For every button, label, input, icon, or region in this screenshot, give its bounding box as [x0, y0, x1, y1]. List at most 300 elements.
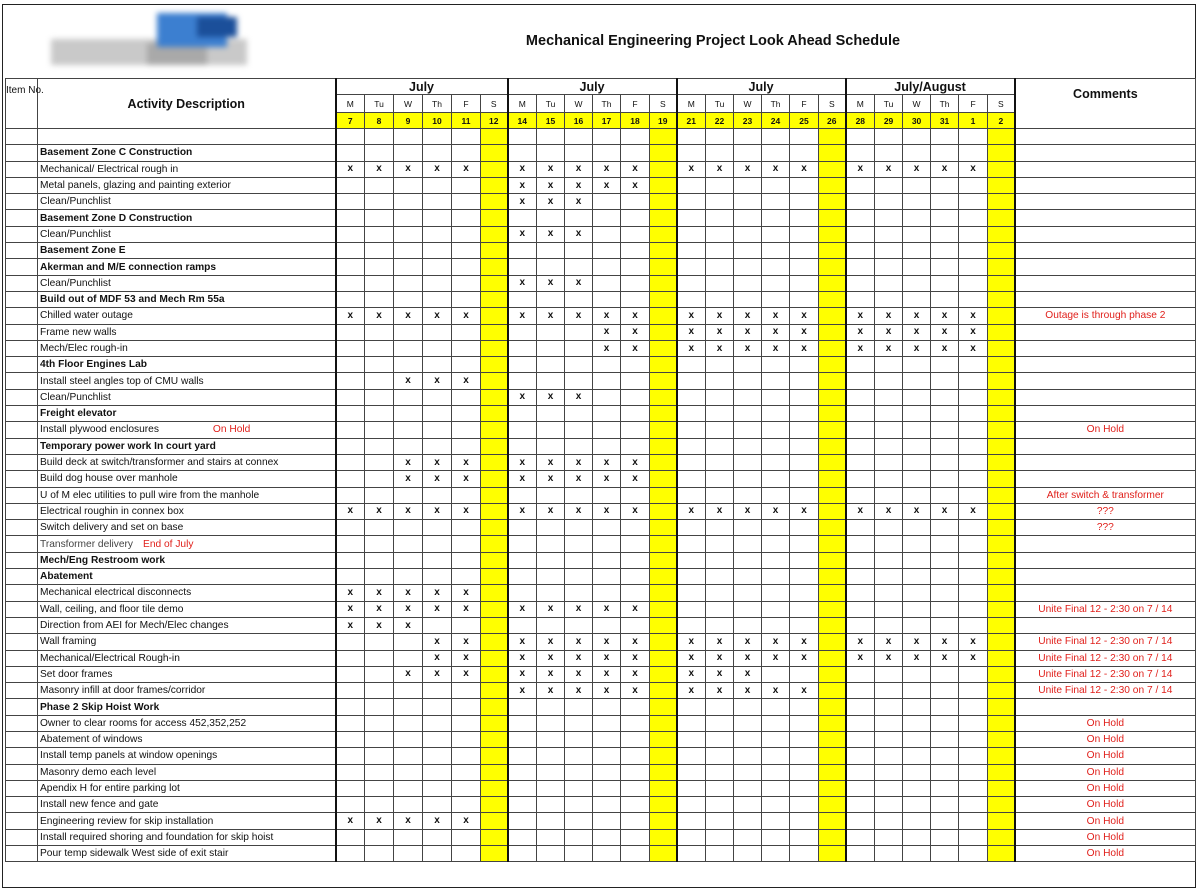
day-cell: [762, 389, 790, 405]
day-cell: [452, 536, 481, 552]
day-cell: [621, 389, 650, 405]
day-cell: x: [423, 650, 452, 666]
saturday-cell: [819, 454, 846, 470]
day-cell: [931, 471, 959, 487]
table-row: [6, 601, 1196, 617]
day-cell: x: [508, 471, 537, 487]
day-cell: [365, 454, 394, 470]
day-cell: [452, 243, 481, 259]
saturday-cell: [650, 601, 677, 617]
day-cell: [452, 715, 481, 731]
day-cell: x: [537, 275, 565, 291]
day-cell: [365, 389, 394, 405]
day-cell: [677, 536, 706, 552]
saturday-cell: [481, 454, 508, 470]
day-cell: [423, 340, 452, 356]
table-row: [6, 194, 1196, 210]
day-cell: [762, 731, 790, 747]
day-cell: [903, 243, 931, 259]
day-cell: [706, 487, 734, 503]
day-cell: [734, 259, 762, 275]
day-cell: [875, 683, 903, 699]
comment-cell: [1015, 585, 1196, 601]
day-cell: x: [903, 634, 931, 650]
table-row: [6, 846, 1196, 862]
day-cell: [423, 357, 452, 373]
activity-text: Install new fence and gate: [40, 799, 159, 811]
saturday-cell: [481, 650, 508, 666]
activity-text: Basement Zone E: [40, 245, 126, 257]
day-cell: x: [875, 161, 903, 177]
day-cell: [931, 748, 959, 764]
item-no-cell: [6, 487, 38, 503]
day-cell: [903, 813, 931, 829]
comment-cell: [1015, 210, 1196, 226]
day-cell: x: [365, 813, 394, 829]
day-header: W: [903, 95, 931, 113]
day-cell: [959, 145, 988, 161]
day-cell: x: [593, 308, 621, 324]
activity-cell: [38, 161, 336, 177]
day-cell: [875, 357, 903, 373]
day-cell: [734, 406, 762, 422]
day-cell: [423, 552, 452, 568]
day-cell: x: [790, 308, 819, 324]
day-cell: [677, 764, 706, 780]
day-cell: [621, 406, 650, 422]
day-cell: [846, 683, 875, 699]
saturday-cell: [988, 357, 1015, 373]
saturday-cell: [988, 666, 1015, 682]
day-cell: [846, 846, 875, 862]
day-cell: [537, 145, 565, 161]
day-cell: [336, 373, 365, 389]
day-cell: [790, 846, 819, 862]
day-cell: [537, 373, 565, 389]
date-header: 19: [650, 113, 677, 129]
comment-cell: [1015, 406, 1196, 422]
table-row: [6, 715, 1196, 731]
day-cell: [762, 813, 790, 829]
comment-cell: Unite Final 12 - 2:30 on 7 / 14: [1015, 634, 1196, 650]
day-cell: [593, 406, 621, 422]
day-cell: [565, 715, 593, 731]
day-cell: [903, 617, 931, 633]
saturday-cell: [988, 340, 1015, 356]
day-header: M: [677, 95, 706, 113]
day-cell: x: [790, 634, 819, 650]
day-cell: [762, 373, 790, 389]
day-cell: [875, 145, 903, 161]
saturday-cell: [819, 422, 846, 438]
saturday-cell: [819, 569, 846, 585]
day-cell: [790, 699, 819, 715]
day-cell: [621, 585, 650, 601]
day-cell: [706, 585, 734, 601]
day-cell: [365, 275, 394, 291]
day-cell: [394, 699, 423, 715]
comment-cell: Unite Final 12 - 2:30 on 7 / 14: [1015, 683, 1196, 699]
day-cell: x: [846, 634, 875, 650]
day-cell: [931, 259, 959, 275]
saturday-cell: [988, 210, 1015, 226]
day-cell: [762, 829, 790, 845]
day-cell: [452, 340, 481, 356]
day-cell: [508, 617, 537, 633]
company-logo-blurred: [47, 11, 247, 77]
date-header: 2: [988, 113, 1015, 129]
saturday-cell: [988, 585, 1015, 601]
saturday-cell: [988, 764, 1015, 780]
day-cell: [875, 259, 903, 275]
day-cell: [508, 846, 537, 862]
day-cell: [846, 715, 875, 731]
saturday-cell: [988, 650, 1015, 666]
day-cell: [875, 373, 903, 389]
saturday-cell: [819, 764, 846, 780]
day-cell: [846, 569, 875, 585]
day-cell: [931, 683, 959, 699]
day-cell: [734, 487, 762, 503]
day-cell: [931, 699, 959, 715]
day-cell: [790, 569, 819, 585]
day-cell: x: [565, 161, 593, 177]
day-cell: [959, 275, 988, 291]
day-cell: [875, 438, 903, 454]
day-cell: [790, 552, 819, 568]
comment-cell: [1015, 373, 1196, 389]
day-cell: [790, 210, 819, 226]
day-cell: [959, 438, 988, 454]
day-header: W: [734, 95, 762, 113]
day-cell: [931, 275, 959, 291]
day-cell: [365, 520, 394, 536]
comment-cell: [1015, 438, 1196, 454]
saturday-cell: [988, 177, 1015, 193]
day-cell: [903, 666, 931, 682]
day-cell: [734, 846, 762, 862]
day-cell: [336, 324, 365, 340]
saturday-cell: [819, 536, 846, 552]
day-cell: [959, 471, 988, 487]
day-cell: x: [593, 650, 621, 666]
day-cell: [336, 520, 365, 536]
day-cell: [423, 259, 452, 275]
activity-cell: [38, 520, 336, 536]
day-cell: [621, 145, 650, 161]
day-cell: [394, 210, 423, 226]
day-cell: x: [508, 650, 537, 666]
day-cell: [903, 829, 931, 845]
day-cell: x: [762, 683, 790, 699]
day-cell: [875, 764, 903, 780]
day-cell: [959, 226, 988, 242]
day-cell: [959, 406, 988, 422]
day-cell: [706, 601, 734, 617]
day-cell: [452, 357, 481, 373]
day-cell: [593, 829, 621, 845]
day-cell: [336, 797, 365, 813]
day-cell: [593, 194, 621, 210]
day-cell: [931, 585, 959, 601]
day-cell: x: [423, 503, 452, 519]
day-cell: x: [621, 324, 650, 340]
day-cell: [365, 780, 394, 796]
table-row: [6, 487, 1196, 503]
day-cell: [593, 748, 621, 764]
table-row: [6, 243, 1196, 259]
item-no-cell: [6, 536, 38, 552]
saturday-cell: [819, 748, 846, 764]
day-cell: x: [537, 650, 565, 666]
day-cell: [903, 487, 931, 503]
day-cell: [452, 731, 481, 747]
saturday-cell: [481, 438, 508, 454]
day-cell: [593, 764, 621, 780]
item-no-cell: [6, 145, 38, 161]
activity-header: Activity Description: [38, 79, 336, 129]
item-no-cell: [6, 129, 38, 145]
day-cell: [790, 471, 819, 487]
day-cell: [452, 829, 481, 845]
day-cell: [336, 438, 365, 454]
item-no-cell: [6, 308, 38, 324]
day-cell: [846, 731, 875, 747]
day-cell: x: [846, 161, 875, 177]
day-cell: x: [593, 340, 621, 356]
day-cell: [846, 585, 875, 601]
day-cell: x: [537, 601, 565, 617]
day-cell: [677, 585, 706, 601]
saturday-cell: [650, 569, 677, 585]
day-cell: [762, 471, 790, 487]
comment-cell: [1015, 324, 1196, 340]
saturday-cell: [819, 340, 846, 356]
day-cell: x: [394, 585, 423, 601]
saturday-cell: [650, 357, 677, 373]
day-cell: x: [593, 177, 621, 193]
day-cell: x: [846, 308, 875, 324]
day-cell: x: [452, 634, 481, 650]
day-cell: x: [508, 503, 537, 519]
day-cell: [565, 731, 593, 747]
day-cell: [593, 438, 621, 454]
day-cell: [593, 846, 621, 862]
day-cell: x: [593, 601, 621, 617]
day-cell: [959, 373, 988, 389]
day-cell: [365, 715, 394, 731]
day-cell: [621, 357, 650, 373]
day-cell: [959, 422, 988, 438]
day-cell: [903, 797, 931, 813]
saturday-cell: [481, 340, 508, 356]
comment-cell: Unite Final 12 - 2:30 on 7 / 14: [1015, 650, 1196, 666]
day-cell: x: [734, 308, 762, 324]
date-header: 29: [875, 113, 903, 129]
day-cell: [959, 210, 988, 226]
day-cell: [762, 438, 790, 454]
day-cell: [508, 259, 537, 275]
day-cell: [336, 129, 365, 145]
day-cell: x: [565, 275, 593, 291]
day-cell: [734, 129, 762, 145]
item-no-cell: [6, 340, 38, 356]
day-cell: x: [762, 340, 790, 356]
day-cell: x: [706, 340, 734, 356]
saturday-cell: [650, 373, 677, 389]
day-header: Th: [762, 95, 790, 113]
activity-text: Chilled water outage: [40, 310, 133, 322]
day-cell: [621, 275, 650, 291]
saturday-cell: [481, 731, 508, 747]
day-cell: [508, 373, 537, 389]
day-cell: [875, 748, 903, 764]
day-cell: [959, 536, 988, 552]
day-cell: [336, 764, 365, 780]
day-cell: x: [762, 634, 790, 650]
day-cell: [875, 406, 903, 422]
comment-cell: On Hold: [1015, 748, 1196, 764]
item-no-cell: [6, 259, 38, 275]
day-cell: x: [677, 666, 706, 682]
day-cell: [593, 715, 621, 731]
comment-cell: [1015, 389, 1196, 405]
activity-cell: [38, 454, 336, 470]
day-cell: [903, 520, 931, 536]
day-cell: x: [394, 601, 423, 617]
day-cell: [423, 487, 452, 503]
activity-text: Mechanical/Electrical Rough-in: [40, 652, 180, 664]
item-no-cell: [6, 324, 38, 340]
day-cell: [959, 259, 988, 275]
saturday-cell: [650, 291, 677, 307]
section-heading: [38, 552, 336, 568]
day-cell: [537, 797, 565, 813]
day-cell: x: [846, 650, 875, 666]
day-cell: [423, 389, 452, 405]
day-cell: [365, 406, 394, 422]
day-cell: x: [734, 340, 762, 356]
day-cell: [452, 275, 481, 291]
day-cell: [537, 357, 565, 373]
day-cell: [790, 454, 819, 470]
day-cell: x: [593, 161, 621, 177]
day-cell: x: [537, 389, 565, 405]
item-no-cell: [6, 617, 38, 633]
day-cell: [734, 780, 762, 796]
day-cell: [621, 520, 650, 536]
day-cell: [423, 438, 452, 454]
day-cell: [677, 601, 706, 617]
day-cell: [508, 780, 537, 796]
week-header: July: [508, 79, 677, 95]
day-cell: [762, 454, 790, 470]
day-cell: [903, 406, 931, 422]
day-cell: [423, 715, 452, 731]
day-cell: [508, 422, 537, 438]
item-no-cell: [6, 846, 38, 862]
day-cell: [846, 389, 875, 405]
section-heading: [38, 357, 336, 373]
day-cell: [593, 797, 621, 813]
day-cell: [790, 422, 819, 438]
day-cell: [565, 797, 593, 813]
day-cell: [365, 487, 394, 503]
item-no-cell: [6, 601, 38, 617]
saturday-cell: [650, 340, 677, 356]
comment-cell: [1015, 194, 1196, 210]
day-cell: [537, 569, 565, 585]
item-no-cell: [6, 422, 38, 438]
activity-note: End of July: [143, 538, 194, 550]
day-cell: x: [903, 324, 931, 340]
day-header: M: [508, 95, 537, 113]
saturday-cell: [988, 617, 1015, 633]
day-header: M: [336, 95, 365, 113]
day-cell: [903, 438, 931, 454]
day-cell: [677, 829, 706, 845]
day-cell: [537, 422, 565, 438]
day-cell: [394, 243, 423, 259]
day-cell: x: [508, 308, 537, 324]
day-cell: [762, 585, 790, 601]
day-cell: [593, 210, 621, 226]
day-cell: [959, 699, 988, 715]
date-header: 30: [903, 113, 931, 129]
day-cell: [621, 373, 650, 389]
saturday-cell: [819, 373, 846, 389]
comments-header: Comments: [1015, 79, 1196, 129]
comment-cell: Outage is through phase 2: [1015, 308, 1196, 324]
day-cell: [336, 634, 365, 650]
day-cell: [621, 194, 650, 210]
day-cell: [706, 259, 734, 275]
day-cell: [846, 177, 875, 193]
comment-cell: [1015, 291, 1196, 307]
day-cell: x: [734, 634, 762, 650]
day-cell: x: [365, 503, 394, 519]
day-cell: x: [790, 324, 819, 340]
item-no-cell: [6, 813, 38, 829]
day-cell: [394, 846, 423, 862]
day-cell: [903, 748, 931, 764]
day-cell: x: [537, 666, 565, 682]
day-cell: x: [394, 813, 423, 829]
item-no-cell: [6, 731, 38, 747]
day-cell: [336, 194, 365, 210]
day-cell: [336, 569, 365, 585]
day-cell: [706, 210, 734, 226]
day-cell: [537, 340, 565, 356]
day-cell: [537, 291, 565, 307]
activity-cell: [38, 683, 336, 699]
day-cell: [621, 291, 650, 307]
day-cell: [452, 797, 481, 813]
day-cell: [452, 764, 481, 780]
day-cell: [452, 389, 481, 405]
day-cell: [621, 536, 650, 552]
day-cell: x: [365, 585, 394, 601]
day-header: Th: [931, 95, 959, 113]
table-row: [6, 780, 1196, 796]
day-cell: [452, 259, 481, 275]
day-cell: [365, 145, 394, 161]
day-cell: [903, 291, 931, 307]
saturday-cell: [481, 617, 508, 633]
day-cell: x: [565, 683, 593, 699]
day-cell: [565, 406, 593, 422]
comment-cell: On Hold: [1015, 764, 1196, 780]
